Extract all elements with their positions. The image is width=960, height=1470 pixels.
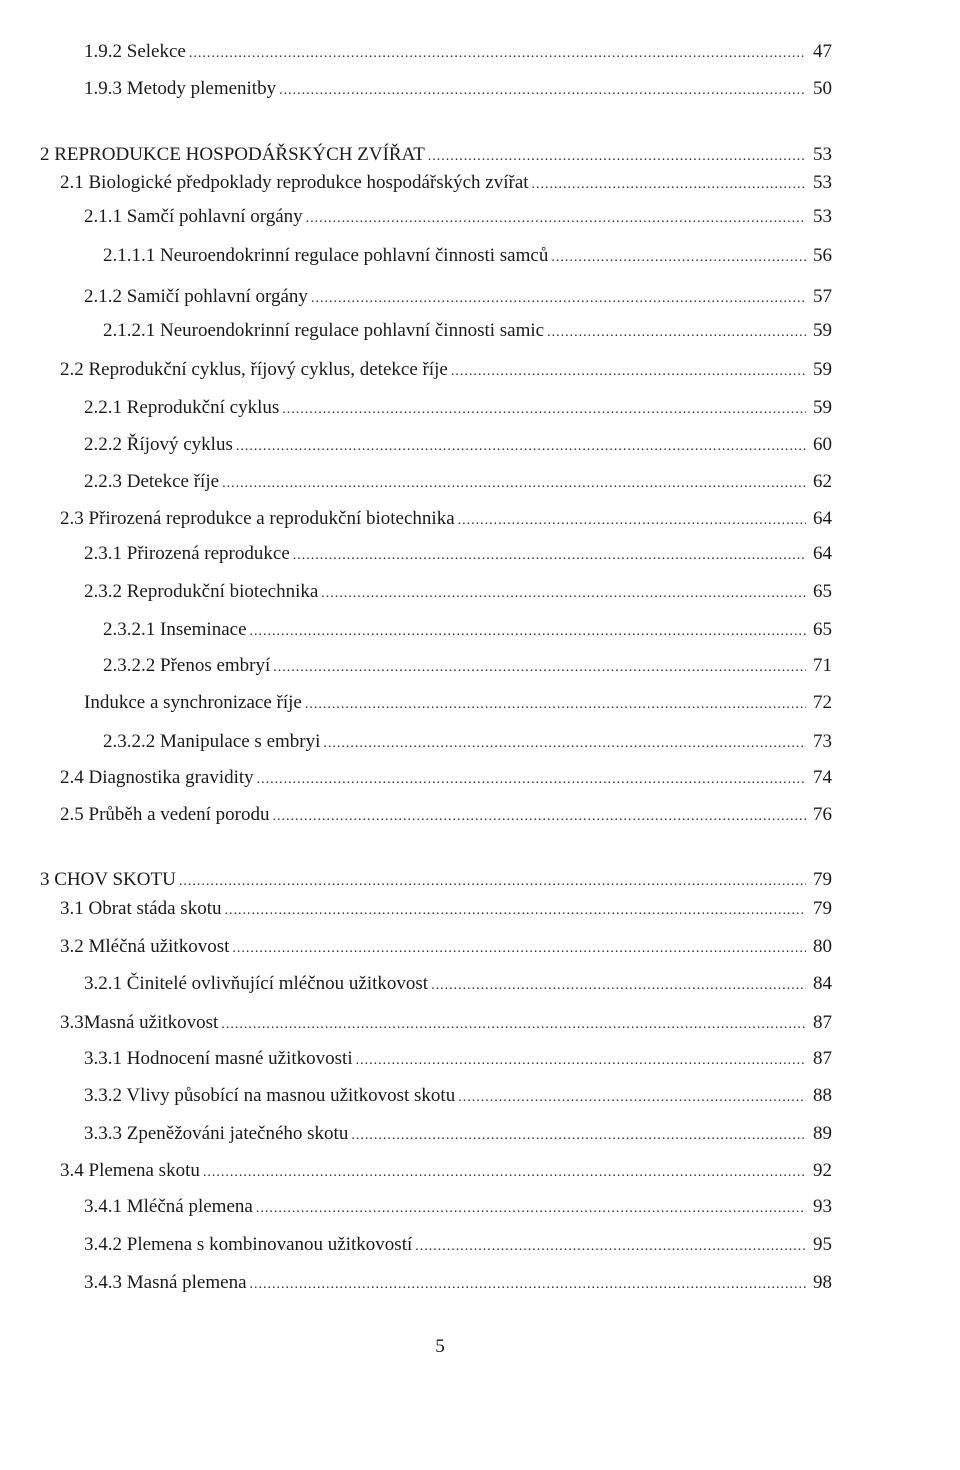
- toc-entry-page: 98: [813, 1272, 832, 1293]
- toc-leader-dots: [273, 654, 806, 682]
- toc-leader-dots: [321, 580, 806, 608]
- toc-entry-page: 87: [813, 1048, 832, 1069]
- toc-entry-title: 3.3.1 Hodnocení masné užitkovosti: [84, 1048, 353, 1069]
- toc-entry-page: 65: [813, 581, 832, 602]
- toc-entry-title: 3.3.2 Vlivy působící na masnou užitkovost skotu: [84, 1085, 456, 1106]
- toc-leader-dots: [179, 868, 806, 896]
- toc-entry[interactable]: [40, 866, 832, 894]
- toc-entry[interactable]: [60, 505, 832, 533]
- toc-entry[interactable]: [84, 970, 832, 998]
- toc-leader-dots: [547, 319, 806, 347]
- toc-entry-title: 2.5 Průběh a vedení porodu: [60, 804, 270, 825]
- toc-leader-dots: [415, 1233, 806, 1261]
- toc-entry-page: 79: [813, 898, 832, 919]
- toc-leader-dots: [282, 396, 806, 424]
- toc-entry-page: 93: [813, 1196, 832, 1217]
- toc-entry-title: 1.9.3 Metody plemenitby: [84, 78, 277, 99]
- toc-entry-page: 53: [813, 206, 832, 227]
- toc-entry-page: 59: [813, 397, 832, 418]
- toc-entry-title: 2.2.3 Detekce říje: [84, 471, 220, 492]
- toc-entry-title: 2.3 Přirozená reprodukce a reprodukční biotechnika: [60, 508, 455, 529]
- toc-entry[interactable]: [103, 616, 832, 644]
- toc-entry[interactable]: [60, 764, 832, 792]
- toc-entry-title: 2.4 Diagnostika gravidity: [60, 767, 254, 788]
- toc-leader-dots: [351, 1122, 806, 1150]
- toc-entry-page: 60: [813, 434, 832, 455]
- toc-entry-title: 2.3.2 Reprodukční biotechnika: [84, 581, 319, 602]
- toc-entry[interactable]: [84, 1120, 832, 1148]
- toc-entry[interactable]: [84, 75, 832, 103]
- toc-entry-page: 65: [813, 619, 832, 640]
- toc-leader-dots: [221, 1011, 806, 1039]
- toc-leader-dots: [222, 470, 806, 498]
- toc-entry-title: 2.1.1.1 Neuroendokrinní regulace pohlavní činnosti samců: [103, 245, 549, 266]
- toc-entry[interactable]: [40, 141, 832, 169]
- toc-leader-dots: [458, 507, 806, 535]
- toc-entry-page: 59: [813, 359, 832, 380]
- toc-entry-title: 3.2.1 Činitelé ovlivňující mléčnou užitkovost: [84, 973, 429, 994]
- toc-entry[interactable]: [103, 728, 832, 756]
- toc-entry-title: 3.4 Plemena skotu: [60, 1160, 200, 1181]
- toc-entry[interactable]: [84, 1269, 832, 1297]
- toc-entry-page: 92: [813, 1160, 832, 1181]
- toc-entry-title: 2.3.1 Přirozená reprodukce: [84, 543, 290, 564]
- toc-entry-page: 57: [813, 286, 832, 307]
- toc-leader-dots: [236, 433, 806, 461]
- toc-entry-page: 53: [813, 144, 832, 165]
- toc-entry[interactable]: [60, 801, 832, 829]
- toc-entry-title: 3.3Masná užitkovost: [60, 1012, 219, 1033]
- toc-entry[interactable]: [84, 283, 832, 311]
- toc-leader-dots: [551, 244, 806, 272]
- toc-leader-dots: [451, 358, 806, 386]
- toc-entry-page: 76: [813, 804, 832, 825]
- toc-entry[interactable]: [60, 895, 832, 923]
- toc-entry-page: 89: [813, 1123, 832, 1144]
- toc-entry[interactable]: [84, 431, 832, 459]
- toc-entry[interactable]: [103, 317, 832, 345]
- toc-leader-dots: [323, 730, 806, 758]
- toc-entry-page: 47: [813, 41, 832, 62]
- toc-entry-title: 2.1.2.1 Neuroendokrinní regulace pohlavní činnosti samic: [103, 320, 545, 341]
- toc-leader-dots: [250, 1271, 806, 1299]
- toc-entry-title: 3.2 Mléčná užitkovost: [60, 936, 230, 957]
- toc-entry-title: 2.3.2.2 Přenos embryí: [103, 655, 271, 676]
- toc-entry[interactable]: [84, 468, 832, 496]
- toc-entry[interactable]: [60, 169, 832, 197]
- toc-entry-title: 2.1.2 Samičí pohlavní orgány: [84, 286, 308, 307]
- toc-entry-page: 64: [813, 508, 832, 529]
- toc-entry-title: 3.4.3 Masná plemena: [84, 1272, 247, 1293]
- toc-entry-title: 2.2 Reprodukční cyklus, říjový cyklus, detekce říje: [60, 359, 448, 380]
- toc-entry[interactable]: [84, 394, 832, 422]
- toc-entry-title: 3 CHOV SKOTU: [40, 869, 176, 890]
- toc-entry[interactable]: [84, 38, 832, 66]
- toc-entry[interactable]: [60, 1157, 832, 1185]
- toc-leader-dots: [232, 935, 806, 963]
- toc-entry[interactable]: [84, 1045, 832, 1073]
- toc-leader-dots: [189, 40, 806, 68]
- toc-entry-title: 2.2.1 Reprodukční cyklus: [84, 397, 280, 418]
- toc-entry-page: 71: [813, 655, 832, 676]
- toc-entry[interactable]: [84, 1082, 832, 1110]
- toc-entry-title: 1.9.2 Selekce: [84, 41, 186, 62]
- toc-entry-page: 80: [813, 936, 832, 957]
- toc-entry-page: 79: [813, 869, 832, 890]
- toc-entry-title: 3.4.1 Mléčná plemena: [84, 1196, 253, 1217]
- toc-entry-page: 62: [813, 471, 832, 492]
- toc-entry-title: 2.3.2.1 Inseminace: [103, 619, 247, 640]
- toc-leader-dots: [428, 143, 806, 171]
- toc-entry-page: 73: [813, 731, 832, 752]
- toc-leader-dots: [458, 1084, 806, 1112]
- toc-entry[interactable]: [60, 356, 832, 384]
- toc-entry-page: 74: [813, 767, 832, 788]
- toc-entry-title: 3.3.3 Zpeněžováni jatečného skotu: [84, 1123, 349, 1144]
- toc-entry-page: 84: [813, 973, 832, 994]
- toc-entry[interactable]: [84, 1231, 832, 1259]
- toc-entry[interactable]: [84, 1193, 832, 1221]
- toc-entry-page: 95: [813, 1234, 832, 1255]
- toc-leader-dots: [293, 542, 806, 570]
- toc-entry[interactable]: [103, 652, 832, 680]
- toc-entry-page: 50: [813, 78, 832, 99]
- toc-leader-dots: [532, 171, 806, 199]
- toc-entry-title: 2.3.2.2 Manipulace s embryi: [103, 731, 321, 752]
- toc-entry-page: 87: [813, 1012, 832, 1033]
- toc-entry[interactable]: [84, 203, 832, 231]
- toc-entry-page: 88: [813, 1085, 832, 1106]
- toc-leader-dots: [431, 972, 806, 1000]
- toc-entry-title: 2 REPRODUKCE HOSPODÁŘSKÝCH ZVÍŘAT: [40, 144, 425, 165]
- toc-leader-dots: [356, 1047, 806, 1075]
- toc-entry-title: 3.4.2 Plemena s kombinovanou užitkovostí: [84, 1234, 413, 1255]
- toc-entry-title: 2.1 Biologické předpoklady reprodukce hospodářských zvířat: [60, 172, 529, 193]
- toc-entry[interactable]: [84, 540, 832, 568]
- toc-leader-dots: [224, 897, 806, 925]
- toc-entry-title: 2.2.2 Říjový cyklus: [84, 434, 233, 455]
- toc-entry-title: 3.1 Obrat stáda skotu: [60, 898, 222, 919]
- toc-leader-dots: [272, 803, 806, 831]
- toc-entry[interactable]: [84, 689, 832, 717]
- toc-leader-dots: [279, 77, 806, 105]
- toc-entry-title: 2.1.1 Samčí pohlavní orgány: [84, 206, 303, 227]
- toc-leader-dots: [311, 285, 806, 313]
- toc-entry-page: 59: [813, 320, 832, 341]
- toc-leader-dots: [256, 1195, 806, 1223]
- toc-entry-page: 56: [813, 245, 832, 266]
- page-number: 5: [435, 1336, 445, 1357]
- toc-entry[interactable]: [60, 933, 832, 961]
- toc-leader-dots: [203, 1159, 806, 1187]
- toc-entry[interactable]: [84, 578, 832, 606]
- toc-leader-dots: [257, 766, 806, 794]
- toc-leader-dots: [250, 618, 806, 646]
- toc-leader-dots: [305, 691, 806, 719]
- toc-entry[interactable]: [60, 1009, 832, 1037]
- toc-leader-dots: [306, 205, 806, 233]
- toc-entry-page: 72: [813, 692, 832, 713]
- toc-entry-title: Indukce a synchronizace říje: [84, 692, 302, 713]
- toc-entry-page: 53: [813, 172, 832, 193]
- toc-entry[interactable]: [103, 242, 832, 270]
- toc-entry-page: 64: [813, 543, 832, 564]
